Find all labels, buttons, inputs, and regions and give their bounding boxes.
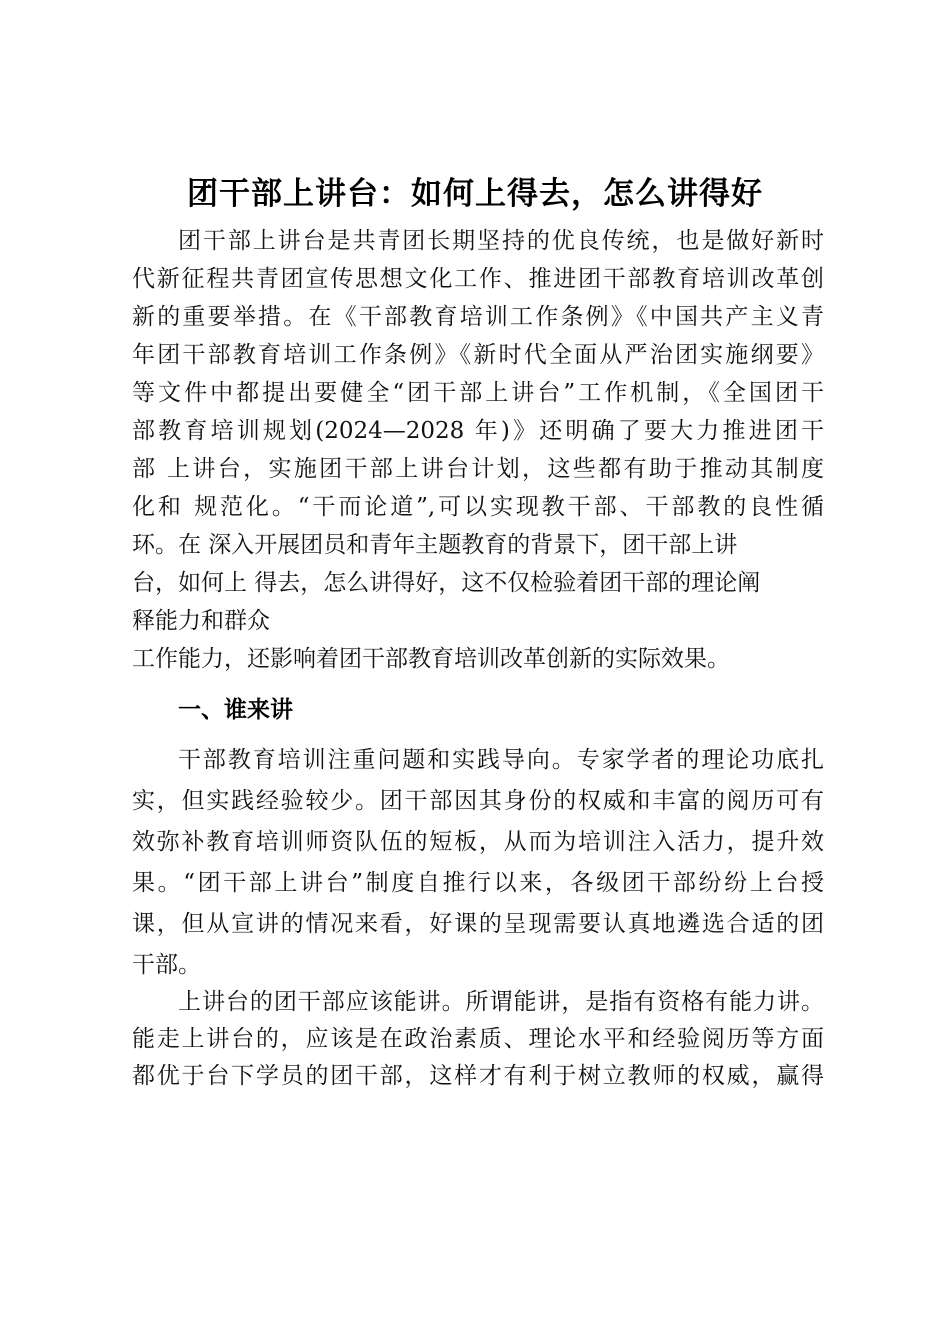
intro-line: 代新征程共青团宣传思想文化工作、推进团干部教育培训改革创 [132,266,824,292]
intro-line: 等文件中都提出要健全“团干部上讲台”工作机制，《全国团干 [132,380,824,406]
paragraph-line: 效弥补教育培训师资队伍的短板，从而为培训注入活力，提升效 [132,829,824,855]
intro-line: 新的重要举措。在《干部教育培训工作条例》《中国共产主义青 [132,304,824,330]
paragraph-line: 能走上讲台的，应该是在政治素质、理论水平和经验阅历等方面 [132,1026,824,1052]
intro-paragraph [132,222,824,678]
intro-line: 年团干部教育培训工作条例》《新时代全面从严治团实施纲要》 [132,342,824,368]
paragraph [132,740,824,986]
intro-line: 部 上讲台，实施团干部上讲台计划，这些都有助于推动其制度 [132,456,824,482]
paragraph-line: 实，但实践经验较少。团干部因其身份的权威和丰富的阅历可有 [132,788,824,814]
intro-line: 环。在 深入开展团员和青年主题教育的背景下，团干部上讲 [132,532,738,558]
paragraph-line: 都优于台下学员的团干部，这样才有利于树立教师的权威，赢得 [132,1063,824,1089]
intro-line: 台，如何上 得去，怎么讲得好，这不仅检验着团干部的理论阐 [132,570,761,596]
section-heading: 一、谁来讲 [178,697,293,723]
intro-line: 团干部上讲台是共青团长期坚持的优良传统，也是做好新时 [178,228,824,254]
paragraph [132,984,824,1095]
paragraph-line: 干部教育培训注重问题和实践导向。专家学者的理论功底扎 [178,747,824,773]
paragraph-line: 干部。 [132,952,201,978]
intro-line: 化和 规范化。“干而论道”,可以实现教干部、干部教的良性循 [132,494,824,520]
paragraph-line: 上讲台的团干部应该能讲。所谓能讲，是指有资格有能力讲。 [178,989,824,1015]
document-title: 团干部上讲台：如何上得去，怎么讲得好 [187,176,763,212]
intro-line: 释能力和群众 [132,608,270,634]
paragraph-line: 果。“团干部上讲台”制度自推行以来，各级团干部纷纷上台授 [132,870,824,896]
intro-line: 工作能力，还影响着团干部教育培训改革创新的实际效果。 [132,646,730,672]
intro-line: 部教育培训规划(2024—2028 年)》还明确了要大力推进团干 [132,418,824,444]
paragraph-line: 课，但从宣讲的情况来看，好课的呈现需要认真地遴选合适的团 [132,911,824,937]
